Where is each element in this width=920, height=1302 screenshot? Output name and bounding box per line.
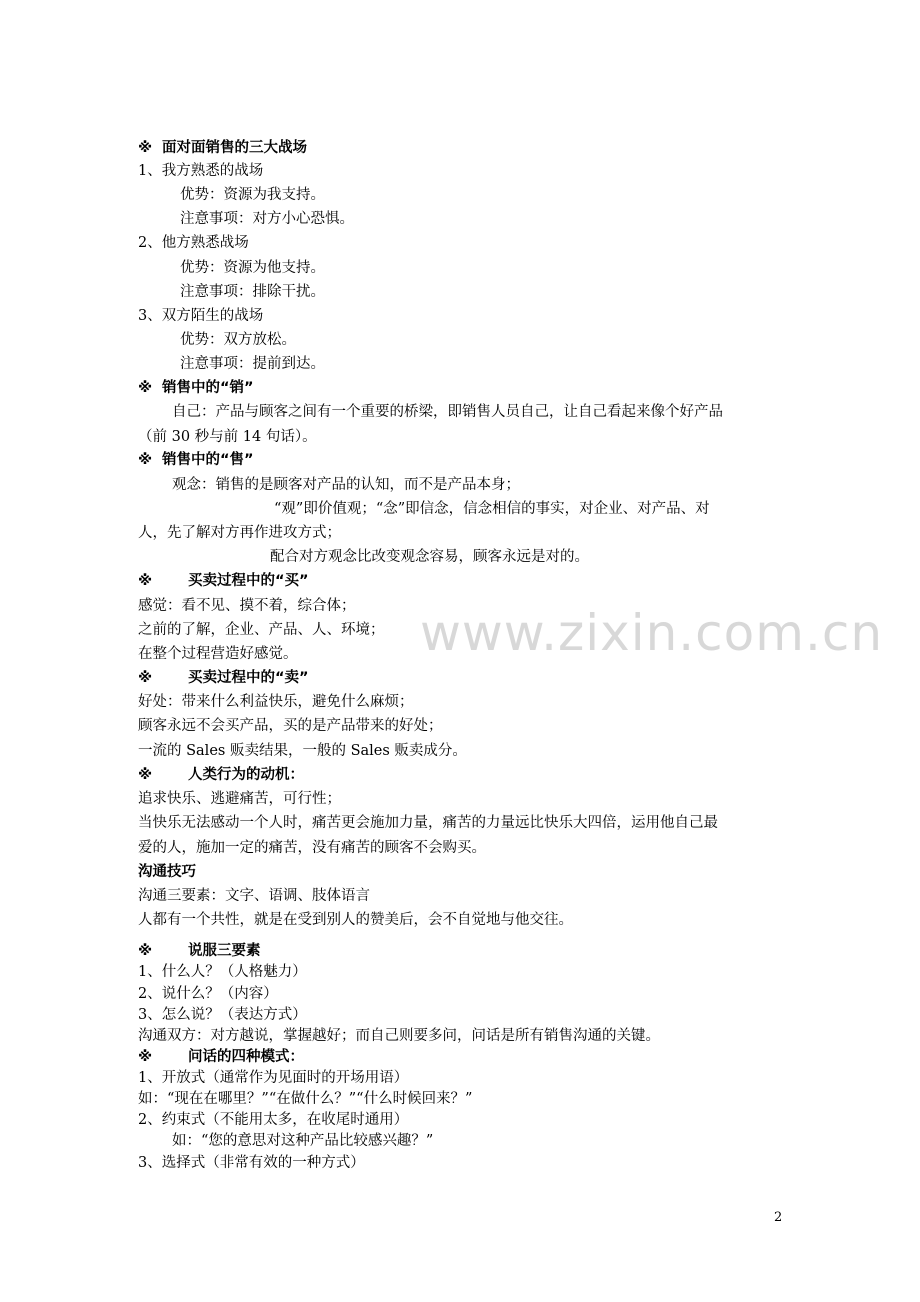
page-number: 2	[774, 1210, 783, 1225]
heading-questioning	[138, 1047, 304, 1067]
text-line: 优势：双方放松。	[180, 332, 296, 348]
heading-motivation	[138, 765, 304, 785]
text-line: 优势：资源为他支持。	[180, 260, 325, 276]
text-line: 自己：产品与顾客之间有一个重要的桥梁，即销售人员自己，让自己看起来像个好产品	[172, 404, 723, 420]
text-line: 注意事项：对方小心恐惧。	[180, 211, 354, 227]
text-line: 沟通三要素：文字、语调、肢体语言	[138, 888, 370, 904]
watermark: www.zixin.com.cn	[420, 604, 884, 662]
text-line: 优势：资源为我支持。	[180, 187, 325, 203]
text-line: 如：“现在在哪里？”“在做什么？”“什么时候回来？”	[138, 1091, 473, 1107]
heading-text: 问话的四种模式：	[188, 1049, 304, 1065]
heading-selling-shou	[138, 450, 254, 470]
text-line: 1、开放式（通常作为见面时的开场用语）	[138, 1070, 409, 1086]
heading-three-battlefields	[138, 138, 307, 158]
text-line: 2、说什么？（内容）	[138, 986, 278, 1002]
text-line: 人都有一个共性，就是在受到别人的赞美后，会不自觉地与他交往。	[138, 912, 573, 928]
text-line: 观念：销售的是顾客对产品的认知，而不是产品本身；	[172, 477, 520, 493]
text-line: 注意事项：提前到达。	[180, 356, 325, 372]
reference-mark: ※	[138, 452, 153, 468]
heading-buying	[138, 571, 309, 591]
heading-text: 买卖过程中的“卖”	[188, 670, 309, 686]
text-line: 人，先了解对方再作进攻方式；	[138, 525, 341, 541]
text-line: 当快乐无法感动一个人时，痛苦更会施加力量，痛苦的力量远比快乐大四倍，运用他自己最	[138, 815, 718, 831]
text-line: 在整个过程营造好感觉。	[138, 646, 298, 662]
text-line: 2、他方熟悉战场	[138, 235, 249, 251]
text-line: 感觉：看不见、摸不着，综合体；	[138, 598, 356, 614]
text-line: 3、选择式（非常有效的一种方式）	[138, 1155, 365, 1171]
text-line: 注意事项：排除干扰。	[180, 284, 325, 300]
text-line: 配合对方观念比改变观念容易，顾客永远是对的。	[270, 549, 589, 565]
heading-communication: 沟通技巧	[138, 864, 196, 880]
text-line: （前 30 秒与前 14 句话）。	[138, 429, 317, 445]
text-line: 如：“您的意思对这种产品比较感兴趣？”	[172, 1133, 434, 1149]
reference-mark: ※	[138, 573, 153, 589]
reference-mark: ※	[138, 380, 153, 396]
reference-mark: ※	[138, 1049, 153, 1065]
heading-text: 买卖过程中的“买”	[188, 573, 309, 589]
text-line: 之前的了解，企业、产品、人、环境；	[138, 622, 385, 638]
text-line: 沟通双方：对方越说，掌握越好；而自己则要多问，问话是所有销售沟通的关键。	[138, 1028, 660, 1044]
heading-persuasion	[138, 941, 261, 961]
text-line: 顾客永远不会买产品，买的是产品带来的好处；	[138, 718, 443, 734]
heading-text: 销售中的“销”	[162, 380, 254, 396]
text-line: 1、我方熟悉的战场	[138, 163, 264, 179]
text-line: 一流的 Sales 贩卖结果，一般的 Sales 贩卖成分。	[138, 743, 467, 759]
reference-mark: ※	[138, 767, 153, 783]
heading-selling-xiao	[138, 378, 254, 398]
text-line: 3、双方陌生的战场	[138, 308, 264, 324]
heading-text: 销售中的“售”	[162, 452, 254, 468]
text-line: 爱的人，施加一定的痛苦，没有痛苦的顾客不会购买。	[138, 840, 486, 856]
reference-mark: ※	[138, 943, 153, 959]
heading-text: 面对面销售的三大战场	[162, 140, 307, 156]
heading-text: 人类行为的动机：	[188, 767, 304, 783]
heading-text: 说服三要素	[188, 943, 261, 959]
reference-mark: ※	[138, 140, 153, 156]
heading-selling	[138, 668, 309, 688]
text-line: 3、怎么说？（表达方式）	[138, 1007, 307, 1023]
text-line: “观”即价值观；“念”即信念，信念相信的事实，对企业、对产品、对	[274, 501, 710, 517]
text-line: 1、什么人？（人格魅力）	[138, 964, 307, 980]
text-line: 好处：带来什么利益快乐，避免什么麻烦；	[138, 694, 414, 710]
text-line: 2、约束式（不能用太多，在收尾时通用）	[138, 1112, 409, 1128]
reference-mark: ※	[138, 670, 153, 686]
text-line: 追求快乐、逃避痛苦，可行性；	[138, 791, 341, 807]
